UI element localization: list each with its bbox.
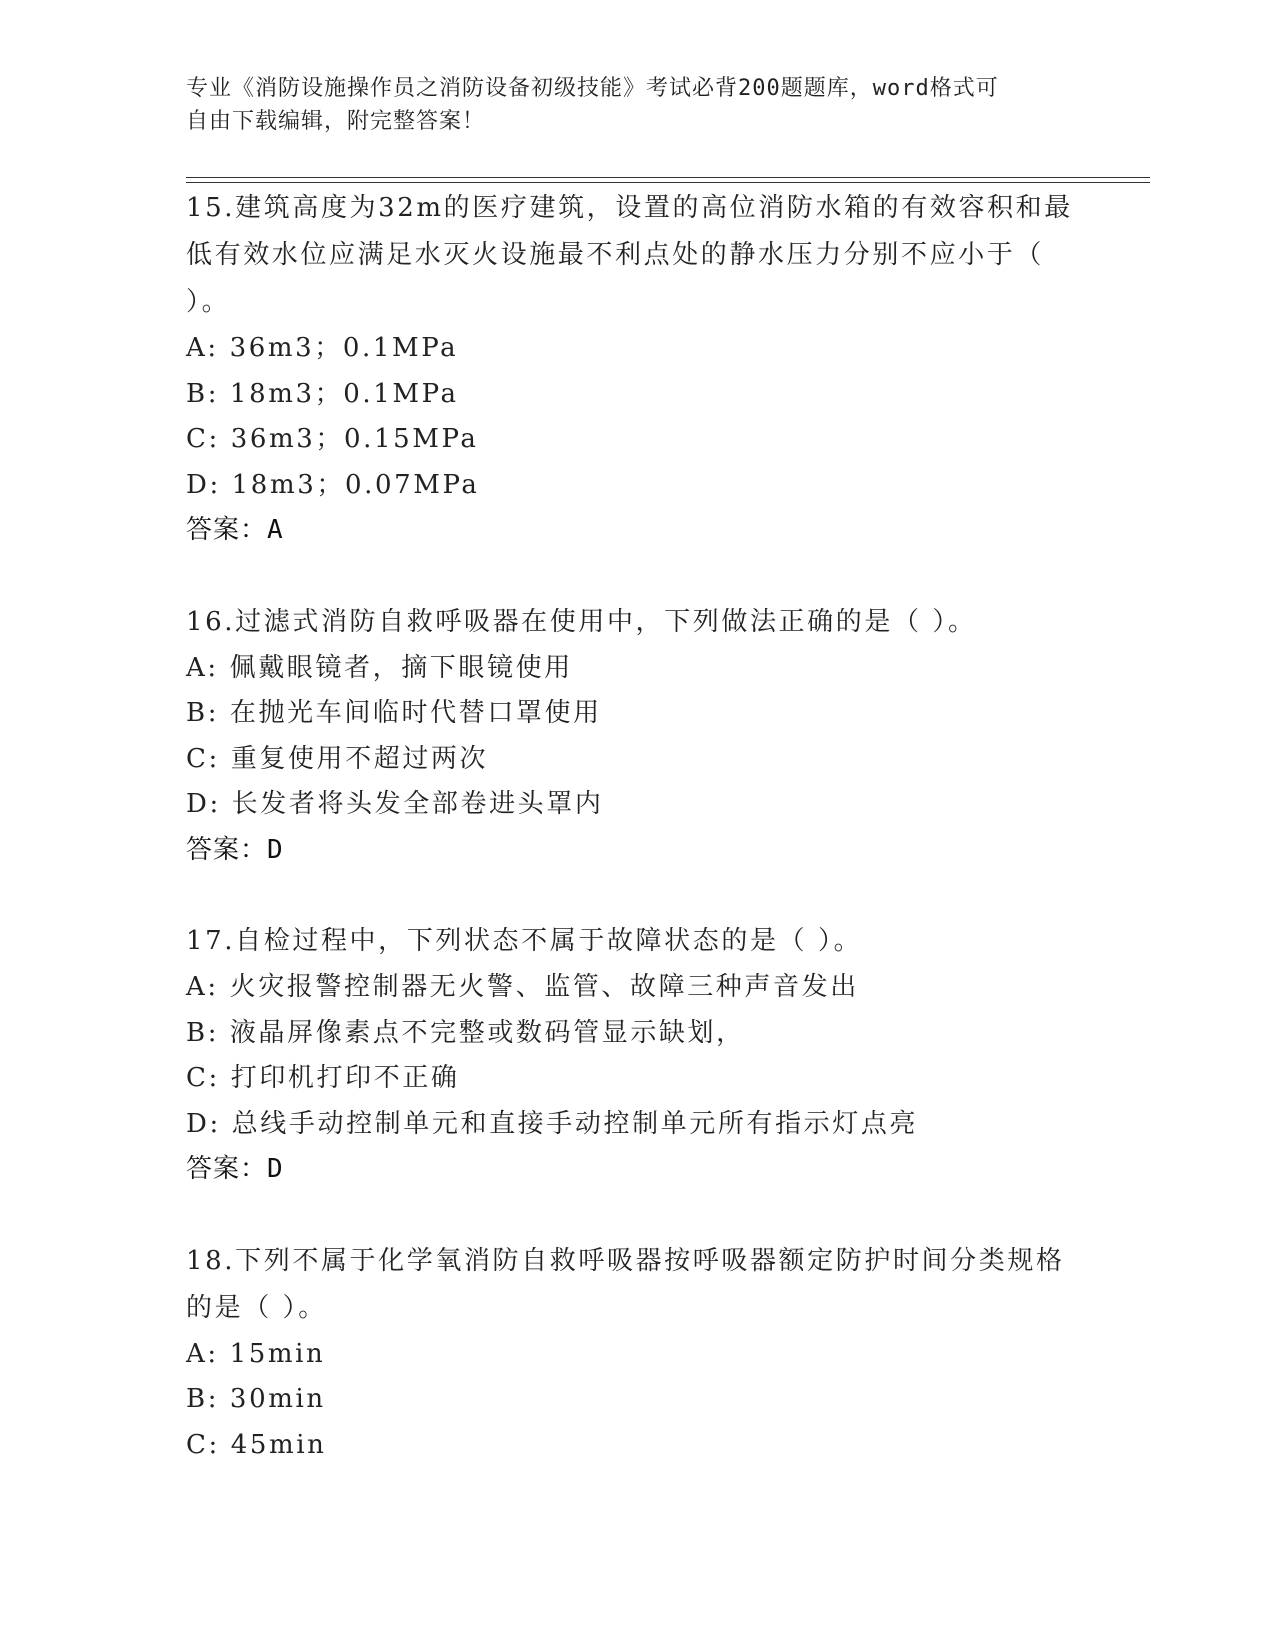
option-a: A: 佩戴眼镜者，摘下眼镜使用 <box>186 652 573 683</box>
option-c: C: 重复使用不超过两次 <box>186 743 489 774</box>
option-b: B: 30min <box>186 1384 326 1414</box>
question-text: 15.建筑高度为32m的医疗建筑，设置的高位消防水箱的有效容积和最低有效水位应满足水灭火设施最不利点处的静水压力分别不应小于（ ）。 <box>186 193 1073 317</box>
question-15 <box>186 185 1086 554</box>
option-b: B: 18m3；0.1MPa <box>186 378 459 409</box>
header-line-2: 自由下载编辑，附完整答案！ <box>186 109 486 134</box>
answer: 答案：D <box>186 834 284 865</box>
option-a: A: 15min <box>186 1338 326 1369</box>
option-c: C: 36m3；0.15MPa <box>186 424 479 454</box>
option-a: A: 36m3；0.1MPa <box>186 333 459 363</box>
question-text: 16.过滤式消防自救呼吸器在使用中，下列做法正确的是（ ）。 <box>186 606 977 637</box>
question-16 <box>186 599 1086 874</box>
option-d: D: 18m3；0.07MPa <box>186 469 480 500</box>
option-c: C: 45min <box>186 1429 327 1460</box>
question-spacer <box>186 1193 1086 1238</box>
question-17 <box>186 918 1086 1193</box>
option-d: D: 总线手动控制单元和直接手动控制单元所有指示灯点亮 <box>186 1108 919 1139</box>
header-divider-bottom <box>186 182 1150 183</box>
question-list <box>186 185 1086 1468</box>
answer: 答案：D <box>186 1154 284 1184</box>
option-b: B: 在抛光车间临时代替口罩使用 <box>186 698 602 728</box>
option-b: B: 液晶屏像素点不完整或数码管显示缺划， <box>186 1017 745 1048</box>
answer: 答案：A <box>186 515 284 545</box>
question-spacer <box>186 554 1086 599</box>
document-header <box>186 72 1086 138</box>
header-divider-top <box>186 177 1150 178</box>
question-18 <box>186 1238 1086 1469</box>
question-text: 17.自检过程中，下列状态不属于故障状态的是（ ）。 <box>186 926 863 956</box>
option-a: A: 火灾报警控制器无火警、监管、故障三种声音发出 <box>186 972 859 1002</box>
header-line-1: 专业《消防设施操作员之消防设备初级技能》考试必背200题题库，word格式可 <box>186 76 999 101</box>
question-text: 18.下列不属于化学氧消防自救呼吸器按呼吸器额定防护时间分类规格的是（ ）。 <box>186 1245 1065 1323</box>
option-c: C: 打印机打印不正确 <box>186 1063 460 1093</box>
option-d: D: 长发者将头发全部卷进头罩内 <box>186 789 604 819</box>
question-spacer <box>186 873 1086 918</box>
